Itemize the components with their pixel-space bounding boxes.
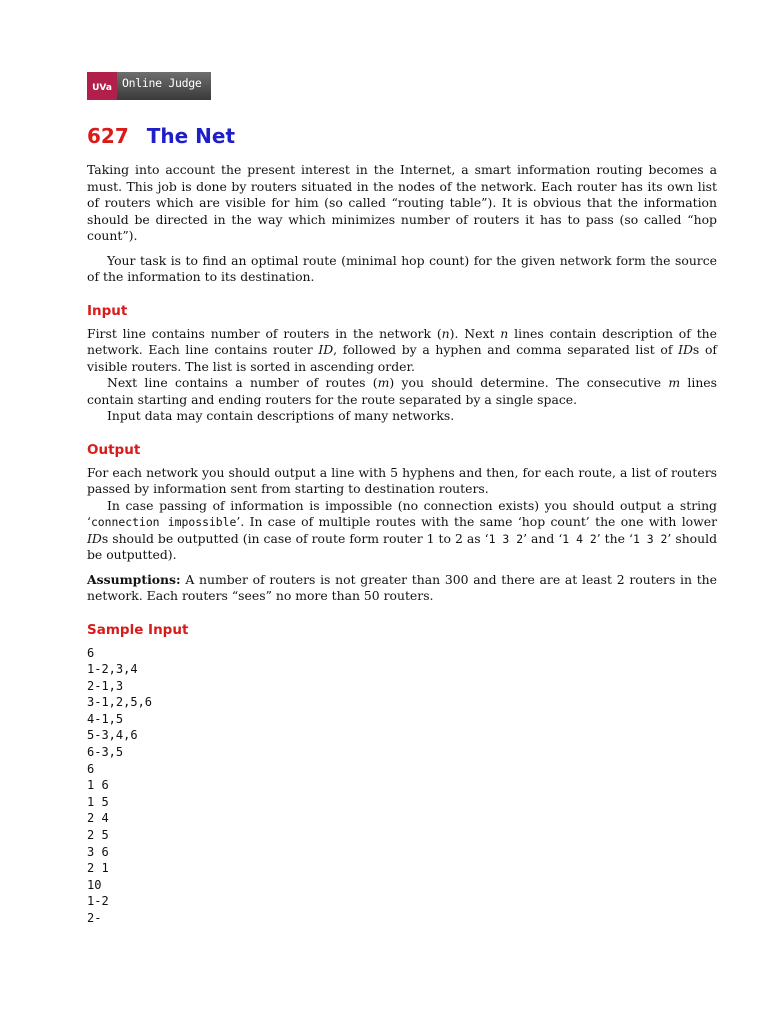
sample-line: 6 (87, 645, 95, 660)
sample-line: 3-1,2,5,6 (87, 695, 153, 710)
sample-line: 2 5 (87, 828, 109, 843)
input-paragraph-3: Input data may contain descriptions of many networks. (107, 408, 455, 423)
sample-input-block (87, 645, 717, 927)
problem-statement (87, 162, 717, 927)
problem-number: 627 (87, 124, 129, 148)
assumptions-paragraph: Assumptions: A number of routers is not greater than 300 and there are at least 2 routers in the network. Each routers “sees” no more than 50 routers. (87, 571, 717, 603)
input-paragraph-2: Next line contains a number of routes (m) you should determine. The consecutive m lines contain starting and ending routers for the route separated by a single space. (87, 375, 717, 407)
intro-paragraph-2: Your task is to find an optimal route (minimal hop count) for the given network form the source of the information to its destination. (87, 252, 717, 284)
sample-line: 6 (87, 761, 95, 776)
output-paragraph-1: For each network you should output a line with 5 hyphens and then, for each route, a list of routers passed by information sent from starting to destination routers. (87, 464, 717, 496)
sample-line: 3 6 (87, 844, 109, 859)
uva-online-judge-logo (87, 72, 211, 100)
output-heading: Output (87, 441, 141, 458)
sample-line: 1-2 (87, 894, 109, 909)
sample-line: 1-2,3,4 (87, 662, 138, 677)
sample-line: 4-1,5 (87, 711, 124, 726)
sample-line: 2-1,3 (87, 678, 124, 693)
intro-paragraph-1: Taking into account the present interest in the Internet, a smart information routing becomes a must. This job is done by routers situated in the nodes of the network. Each router has its own list of routers which are visible for him (so called “routing table”). It is obvious that the information should be directed in the way which minimizes number of routers it has to pass (so called “hop count”). (87, 162, 717, 243)
problem-name: The Net (146, 124, 236, 148)
problem-title (87, 124, 235, 148)
sample-line: 5-3,4,6 (87, 728, 138, 743)
sample-input-heading: Sample Input (87, 621, 189, 638)
sample-line: 1 5 (87, 794, 109, 809)
sample-line: 2- (87, 911, 102, 925)
sample-line: 6-3,5 (87, 745, 124, 760)
uva-badge: UVa (87, 72, 117, 100)
sample-line: 2 1 (87, 861, 109, 876)
logo-text: Online Judge (122, 76, 202, 90)
output-paragraph-2: In case passing of information is impossible (no connection exists) you should output a string ‘connection impossible’. In case of multiple routes with the same ‘hop count’ the one with lower IDs should be outputted (in case of route form router 1 to 2 as ‘1 3 2’ and ‘1 4 2’ the ‘1 3 2’ should be outputted). (87, 497, 718, 562)
sample-line: 1 6 (87, 778, 109, 793)
sample-line: 2 4 (87, 811, 109, 826)
input-paragraph-1: First line contains number of routers in the network (n). Next n lines contain description of the network. Each line contains router ID, followed by a hyphen and comma separated list of IDs of visible routers. The list is sorted in ascending order. (87, 325, 717, 374)
sample-line: 10 (87, 877, 102, 892)
input-heading: Input (87, 302, 128, 319)
